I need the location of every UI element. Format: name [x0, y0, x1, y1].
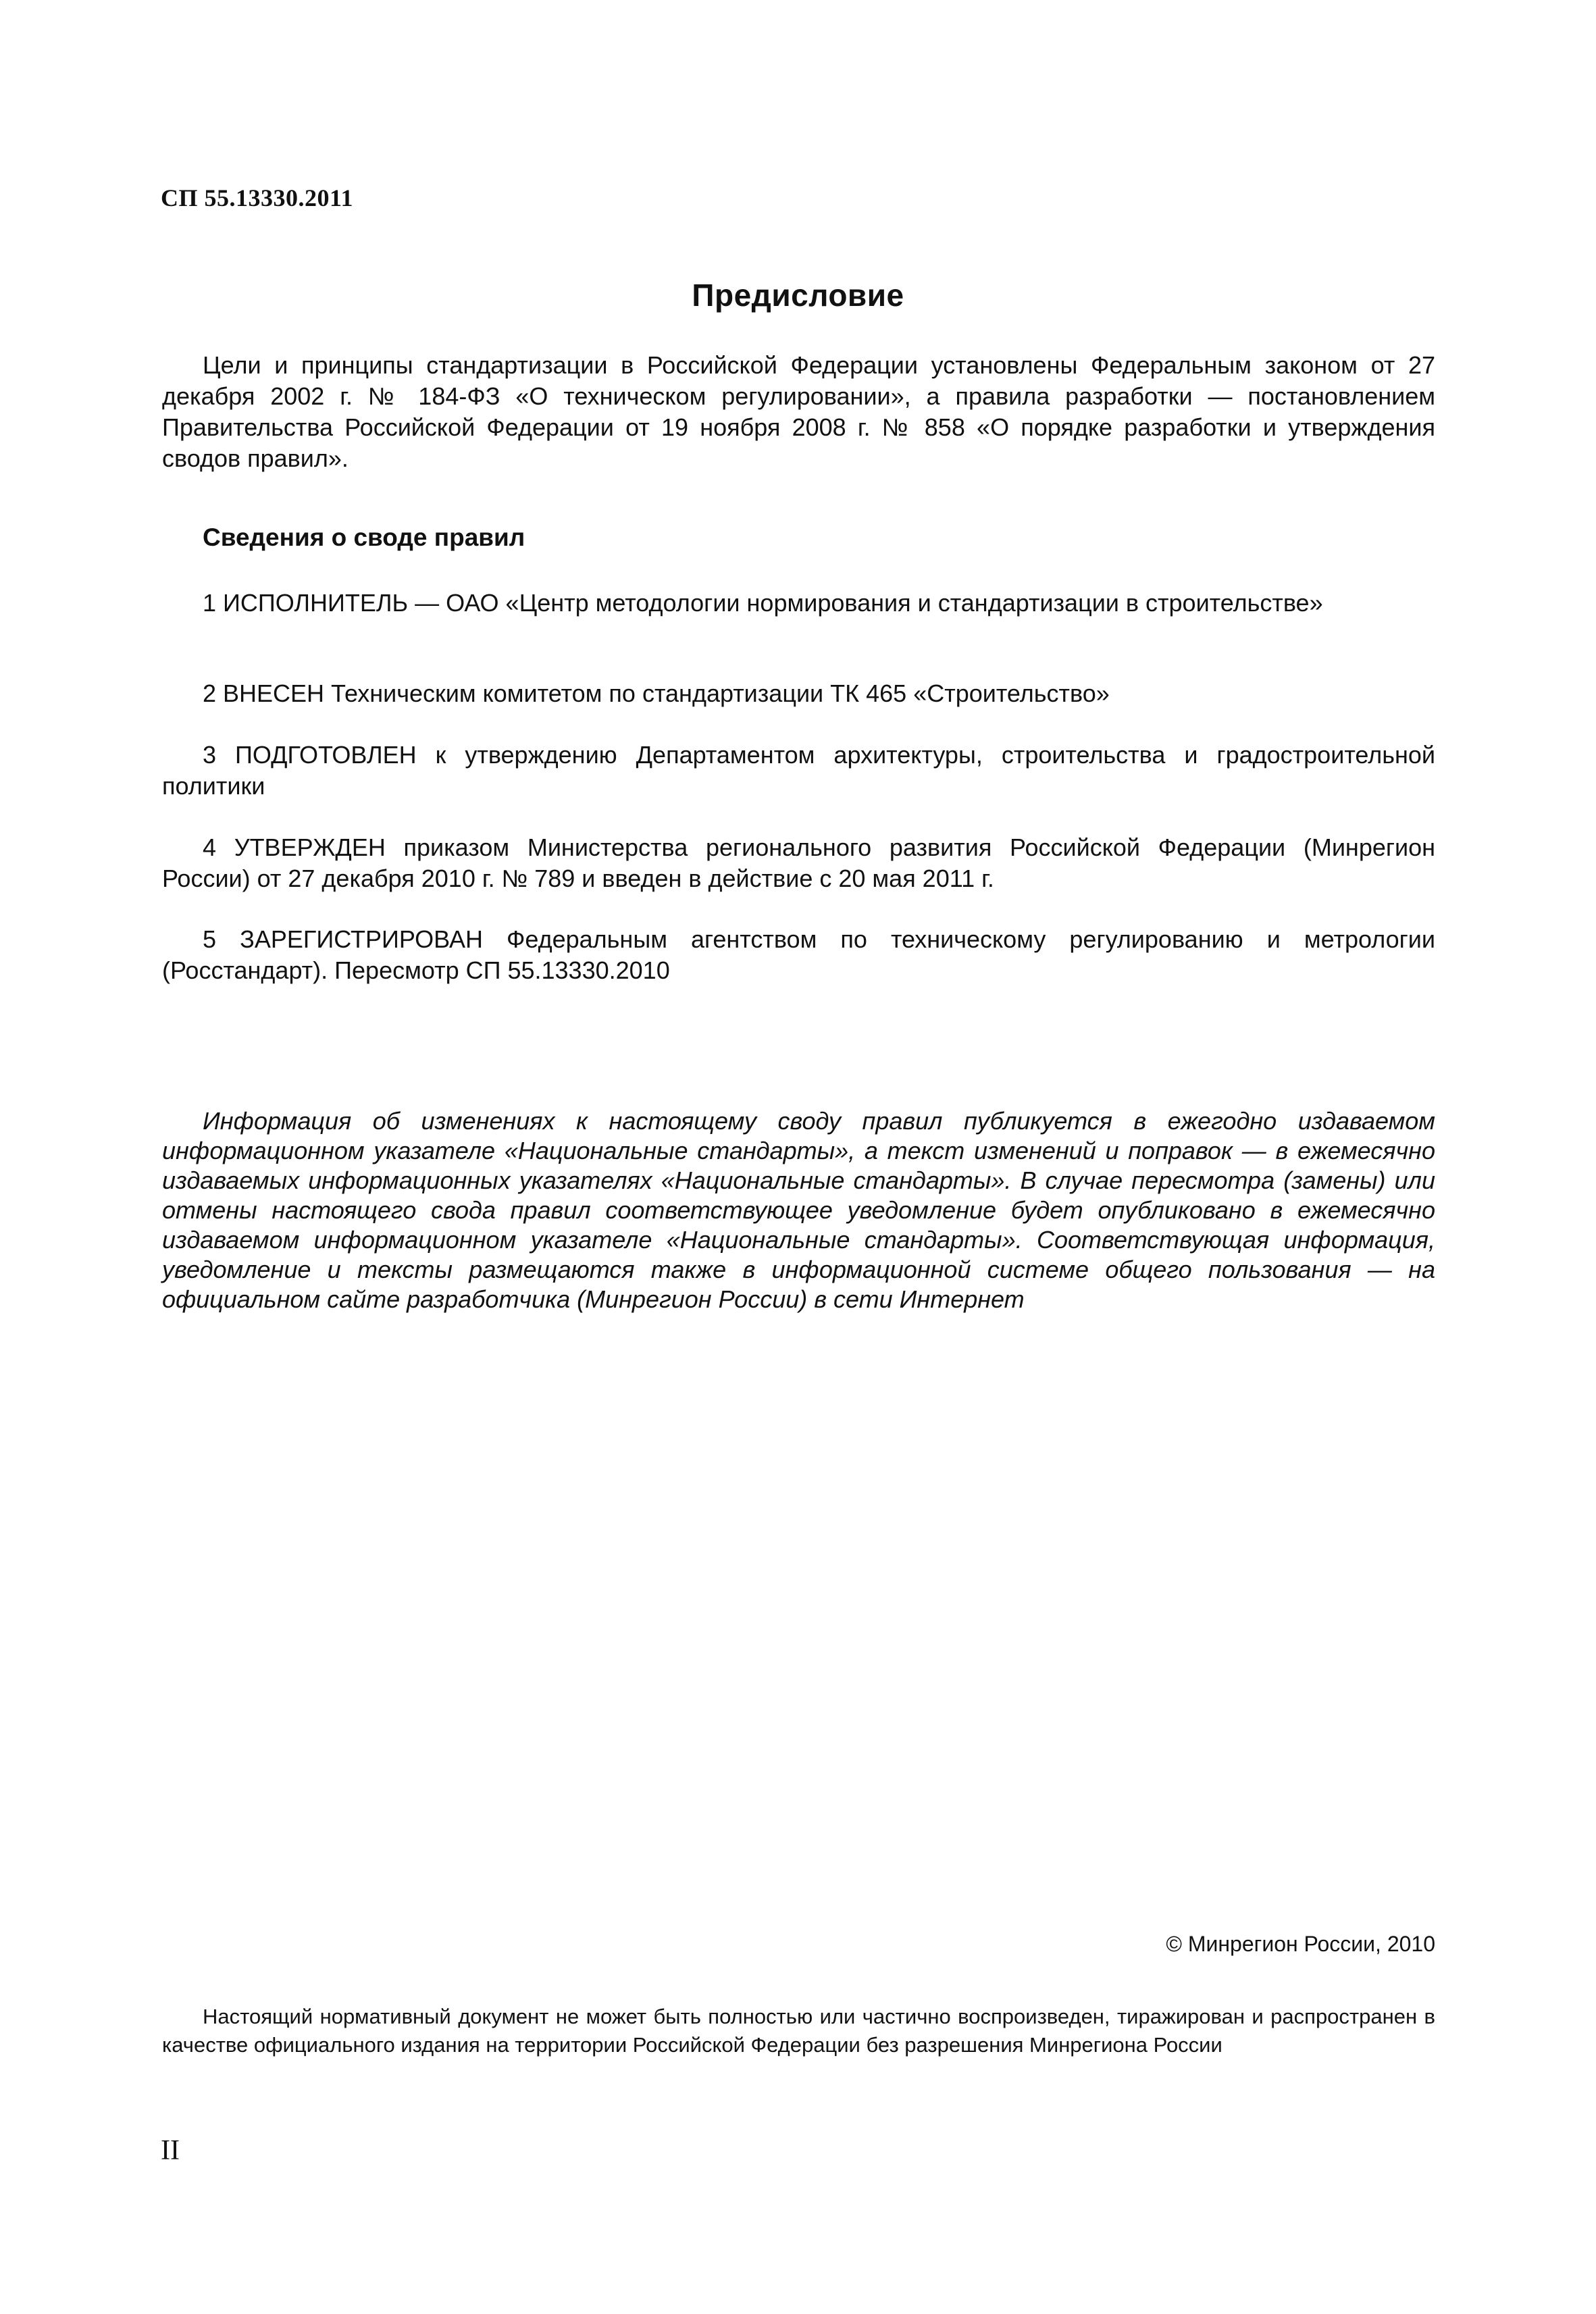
page-number: II — [161, 2135, 180, 2166]
info-item-3: 3 ПОДГОТОВЛЕН к утверждению Департаментом архитектуры, строительства и градостроительной политики — [162, 741, 1435, 800]
preface-intro: Цели и принципы стандартизации в Российской Федерации установлены Федеральным законом от 27 декабря 2002 г. № 184-ФЗ «О техническом регулировании», а правила разработки — постановлением Правительства Российской Федерации от 19 ноября 2008 г. № 858 «О порядке разработки и утверждения сводов правил». — [162, 351, 1435, 472]
section-heading: Сведения о своде правил — [203, 523, 525, 551]
info-item-2: 2 ВНЕСЕН Техническим комитетом по стандартизации ТК 465 «Строительство» — [203, 679, 1110, 707]
reproduction-notice: Настоящий нормативный документ не может быть полностью или частично воспроизведен, тиражирован и распространен в качестве официального издания на территории Российской Федерации без разрешения Минрегиона России — [162, 2005, 1435, 2057]
info-item-1: 1 ИСПОЛНИТЕЛЬ — ОАО «Центр методологии нормирования и стандартизации в строительстве» — [203, 589, 1323, 617]
document-code: СП 55.13330.2011 — [161, 184, 354, 211]
changes-notice: Информация об изменениях к настоящему своду правил публикуется в ежегодно издаваемом информационном указателе «Национальные стандарты», а текст изменений и поправок — в ежемесячно издаваемых информационных указателях «Национальные стандарты». В случае пересмотра (замены) или отмены настоящего свода правил соответствующее уведомление будет опубликовано в ежемесячно издаваемом информационном указателе «Национальные стандарты». Соответствующая информация, уведомление и тексты размещаются также в информационной системе общего пользования — на официальном сайте разработчика (Минрегион России) в сети Интернет — [162, 1107, 1435, 1313]
info-item-5: 5 ЗАРЕГИСТРИРОВАН Федеральным агентством по техническому регулированию и метрологии (Росстандарт). Пересмотр СП 55.13330.2010 — [162, 925, 1435, 984]
copyright-line: © Минрегион России, 2010 — [1166, 1932, 1435, 1956]
page-title: Предисловие — [692, 278, 904, 313]
info-item-4: 4 УТВЕРЖДЕН приказом Министерства регионального развития Российской Федерации (Минрегион России) от 27 декабря 2010 г. № 789 и введен в действие с 20 мая 2011 г. — [162, 833, 1435, 892]
